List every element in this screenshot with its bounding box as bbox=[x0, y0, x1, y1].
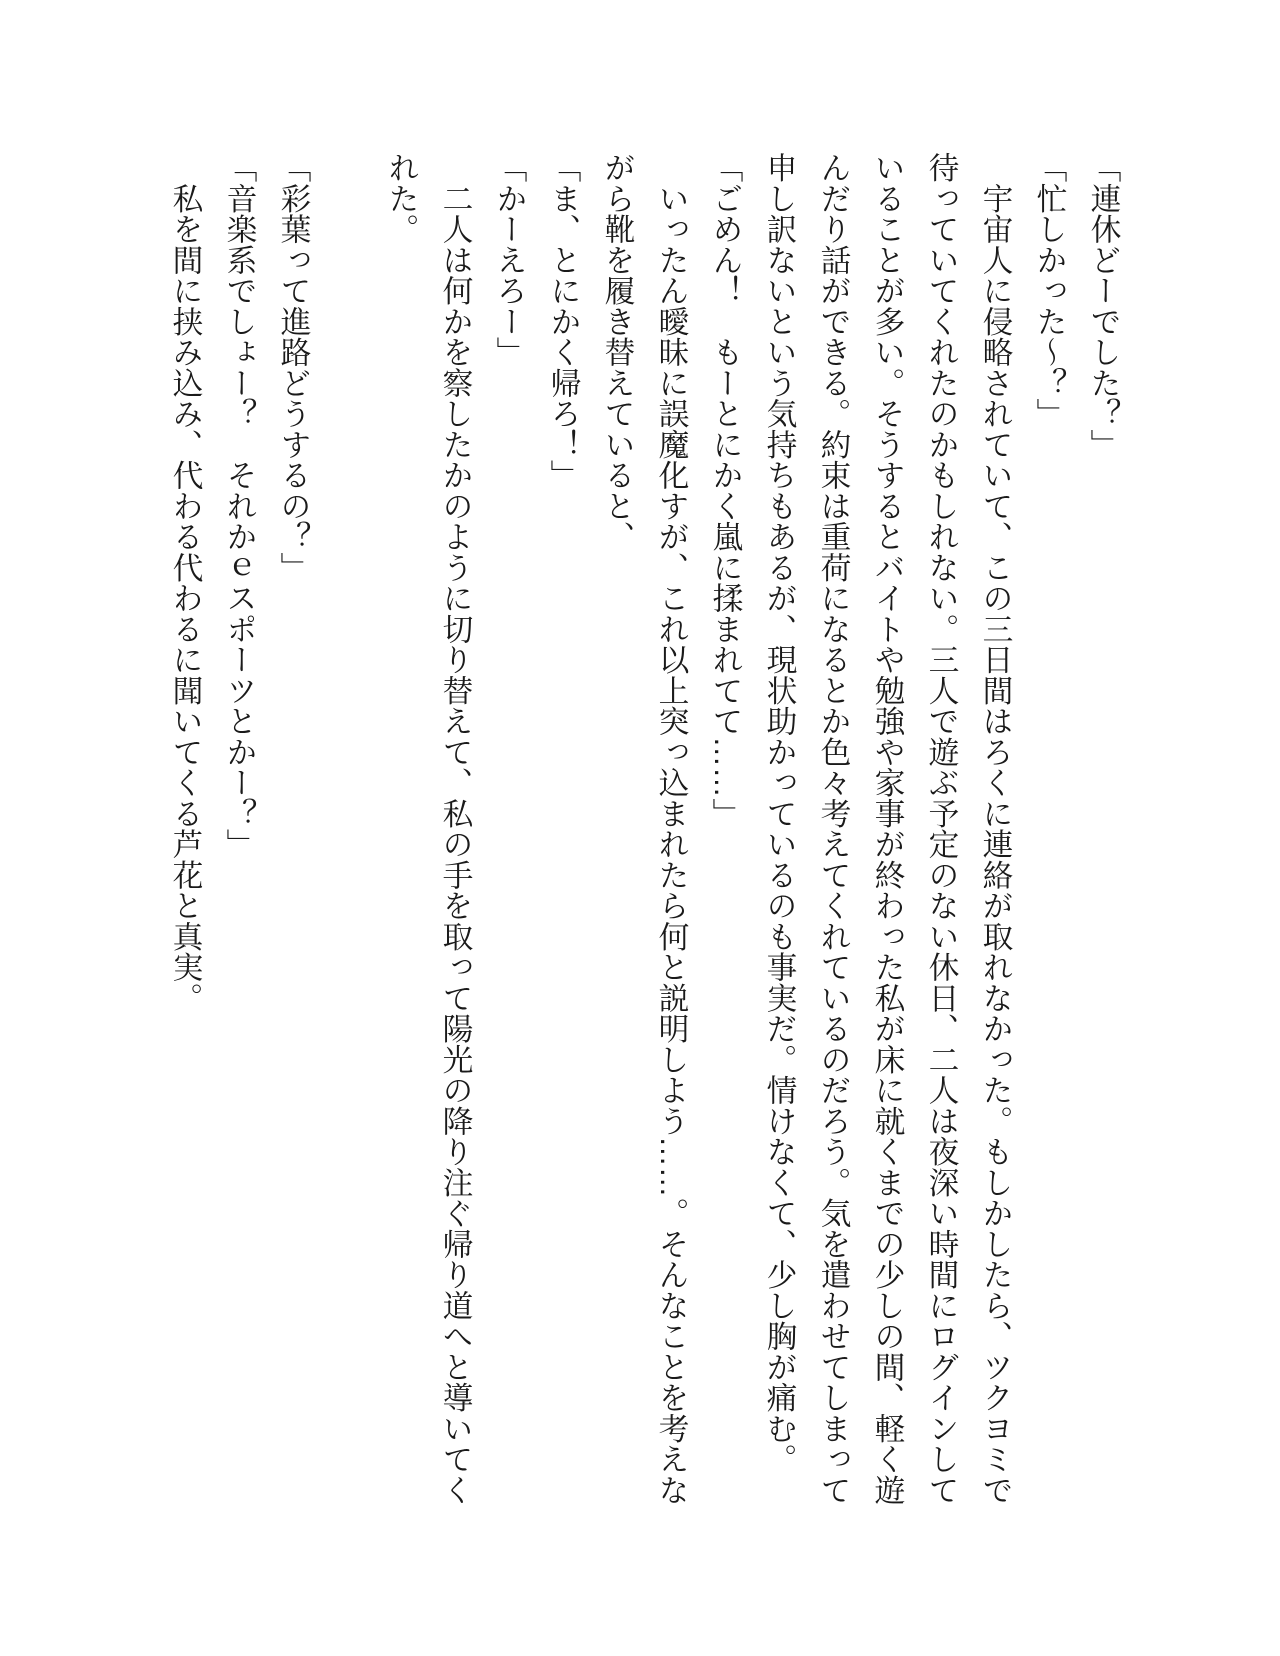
text-line: 「連休どーでした？」 bbox=[1086, 152, 1121, 460]
text-line: んだり話ができる。約束は重荷になるとか色々考えてくれているのだろう。気を遣わせてしまって bbox=[816, 152, 851, 1505]
text-line: 「ごめん！ もーとにかく嵐に揉まれてて……」 bbox=[708, 152, 743, 829]
blank-line bbox=[320, 152, 374, 1512]
text-line: 「彩葉って進路どうするの？」 bbox=[276, 152, 311, 583]
text-line: 二人は何かを察したかのように切り替えて、私の手を取って陽光の降り注ぐ帰り道へと導いてく bbox=[438, 152, 473, 1505]
text-line: 「忙しかった～？」 bbox=[1032, 152, 1067, 429]
text-line: 宇宙人に侵略されていて、この三日間はろくに連絡が取れなかった。もしかしたら、ツクヨミで bbox=[978, 152, 1013, 1505]
text-line: いることが多い。そうするとバイトや勉強や家事が終わった私が床に就くまでの少しの間、軽く遊 bbox=[870, 152, 905, 1505]
text-line: がら靴を履き替えていると、 bbox=[600, 152, 635, 552]
text-line: 待っていてくれたのかもしれない。三人で遊ぶ予定のない休日、二人は夜深い時間にログインして bbox=[924, 152, 959, 1505]
text-line: 申し訳ないという気持ちもあるが、現状助かっているのも事実だ。情けなくて、少し胸が痛む。 bbox=[762, 152, 797, 1475]
text-line: 私を間に挟み込み、代わる代わるに聞いてくる芦花と真実。 bbox=[168, 152, 203, 1013]
text-line: 「音楽系でしょー？ それかｅスポーツとかー？」 bbox=[222, 152, 257, 860]
text-line: いったん曖昧に誤魔化すが、これ以上突っ込まれたら何と説明しよう……。そんなことを考えな bbox=[654, 152, 689, 1505]
text-line: れた。 bbox=[384, 152, 419, 245]
vertical-text-block bbox=[158, 152, 1130, 1512]
text-line: 「かーえろー」 bbox=[492, 152, 527, 368]
text-line: 「ま、とにかく帰ろ！」 bbox=[546, 152, 581, 491]
